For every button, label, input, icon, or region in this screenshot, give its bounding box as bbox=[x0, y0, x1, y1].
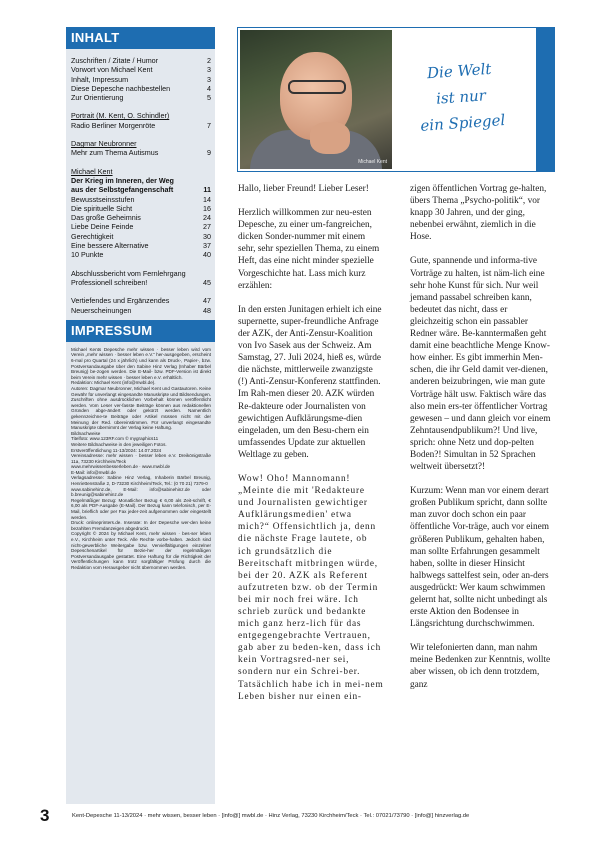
handwritten-quote bbox=[405, 54, 516, 139]
toc-item-page bbox=[201, 176, 211, 185]
impressum-line: Redaktion: Michael Kent (info@mwbl.de). bbox=[71, 380, 156, 386]
article-paragraph: Kurzum: Wenn man vor einem derart großen Publikum spricht, dann sollte man zuvor doch schon ein paar öffentliche Vor-träge, auch vor einem größeren Publikum, gehalten haben, man sollte Erfahrungen gesammelt haben, sollte in dieser Hinsicht halbwegs sattelfest sein, oder an-ders ausgedrückt: Wer kaum schwimmen gelernt hat, sollte nicht unbedingt als erste Aktion den Bodensee in Längsrichtung durchschwimmen. bbox=[410, 486, 549, 630]
toc-item-label: Neuerscheinungen bbox=[71, 305, 132, 315]
toc-item bbox=[71, 241, 211, 250]
toc-author: Portrait (M. Kent, O. Schindler) bbox=[71, 111, 170, 121]
impressum-line: E-Mail: info@mwbl.de bbox=[71, 469, 116, 475]
toc-item-label: Zur Orientierung bbox=[71, 93, 124, 103]
toc-item-label: Vertiefendes und Ergänzendes bbox=[71, 296, 170, 306]
quote-line: ein Spiegel bbox=[419, 110, 506, 135]
toc-item-label: aus der Selbstgefangenschaft bbox=[71, 185, 174, 195]
toc-item-page: 3 bbox=[207, 74, 211, 84]
quote-line: ist nur bbox=[435, 86, 487, 108]
toc-item bbox=[71, 121, 211, 130]
toc-author: Dagmar Neubronner bbox=[71, 139, 137, 149]
toc-item-label: Bewusstseinsstufen bbox=[71, 194, 135, 204]
section-title: Michael Kent, Vorwort bbox=[537, 194, 549, 306]
toc-item-page: 11 bbox=[203, 185, 211, 195]
toc-item-page: 4 bbox=[207, 83, 211, 93]
toc-author: Michael Kent bbox=[71, 166, 113, 176]
impressum-line: Titelfoto: www.123RF.com © mygraphics11 bbox=[71, 436, 159, 442]
impressum-line: www.sabinehinz.de, E-Mail: info@sabinehinz.de oder b.breunig@sabinehinz.de bbox=[71, 486, 211, 498]
author-photo bbox=[240, 30, 392, 169]
toc-item-page: 16 bbox=[203, 203, 211, 213]
toc-item-label: Gerechtigkeit bbox=[71, 231, 114, 241]
impressum-text bbox=[66, 342, 215, 571]
section-title-bar bbox=[536, 28, 554, 306]
toc-item bbox=[71, 232, 211, 241]
toc-item-label: Eine bessere Alternative bbox=[71, 241, 149, 251]
toc-item bbox=[71, 65, 211, 74]
toc-item-page: 14 bbox=[203, 194, 211, 204]
toc-item-page: 47 bbox=[203, 296, 211, 306]
toc-item-label: Zuschriften / Zitate / Humor bbox=[71, 56, 159, 65]
impressum-line: Copyright © 2024 by Michael Kent, mehr wissen · bes-ser leben e.V., Kirchheim unter Teck. Alle Rechte vorbe-halten. Jedoch sind nicht-gewerbliche Weitergabe bzw. Vervielfältigungen einzelner Depeschenartikel für Bezie-her der regelmäßigen Postversandausgabe gestattet. Eine Haftung für die Richtigkeit der Veröffentlichungen kann trotz sorgfältiger Prüfung durch die Redaktion vom Herausgeber nicht übernommen werden. bbox=[71, 531, 211, 570]
impressum-line: Regelmäßiger Bezug: Monatlicher Bezug € 6,00 als Zeit-schrift, € 6,00 als PDF-Ausgabe (E-Mail). Der Bezug kann telefonisch, per E-Mail, brieflich oder per Fax jeder-zeit aufgenommen oder eingestellt werden. bbox=[71, 497, 211, 520]
article-paragraph: Wir telefonierten dann, man nahm meine Bedenken zur Kenntnis, wollte aber wissen, ob ich denn trotzdem, ganz bbox=[410, 643, 551, 690]
toc-item bbox=[71, 185, 211, 194]
toc-item-label: 10 Punkte bbox=[71, 250, 104, 260]
toc-item-page: 40 bbox=[203, 250, 211, 260]
toc-item-page: 30 bbox=[203, 231, 211, 241]
toc-item bbox=[71, 56, 211, 65]
toc-item bbox=[71, 148, 211, 157]
toc-item bbox=[71, 93, 211, 102]
toc-item bbox=[71, 213, 211, 222]
toc-item bbox=[71, 296, 211, 305]
toc-item-label: Der Krieg im Inneren, der Weg bbox=[71, 175, 174, 185]
impressum-line: Druck: onlineprinters.de. Inserate: In der Depesche wer-den keine bezahlten Fremdanzeigen abgedruckt. bbox=[71, 520, 211, 531]
toc-item-page: 5 bbox=[207, 93, 211, 103]
page-number: 3 bbox=[40, 806, 50, 825]
toc-item bbox=[71, 195, 211, 204]
page-footer bbox=[40, 806, 560, 826]
toc-item-page: 24 bbox=[203, 213, 211, 223]
toc-item-page: 7 bbox=[207, 120, 211, 130]
toc-item-page: 2 bbox=[207, 56, 211, 65]
photo-caption: Michael Kent bbox=[358, 159, 387, 165]
sidebar bbox=[66, 27, 215, 804]
toc-item-page: 27 bbox=[203, 222, 211, 232]
article-paragraph: zigen öffentlichen Vortrag ge-halten, übers Thema „Psycho-politik“, vor knapp 30 Jahren, und der ging, nebenbei erwähnt, ziemlich in die Hose. bbox=[410, 184, 547, 243]
toc-title: INHALT bbox=[66, 27, 215, 49]
toc-item bbox=[71, 269, 211, 278]
toc-item-label: Abschlussbericht vom Fernlehrgang bbox=[71, 268, 186, 278]
toc-item-label: Die spirituelle Sicht bbox=[71, 203, 133, 213]
article-paragraph: Herzlich willkommen zur neu-esten Depesche, zu einer um-fangreichen, dicken Sonder-nummer mit einem sehr, sehr speziellen Thema, zu einem Heft, das eine nicht minder spezielle Vorgeschichte hat. Lass mich kurz erzählen: bbox=[238, 208, 380, 291]
table-of-contents bbox=[66, 49, 215, 315]
article-paragraph: Wow! Oho! Mannomann! „Meinte die mit 'Redakteure und Journalisten gewichtiger Aufklärungsmedien' etwa mich?“ Offensichtlich ja, denn die nächste Frage lautete, ob ich grundsätzlich die Bereitschaft mitbringen würde, bei der 20. AZK als Referent aufzutreten bzw. ob der Termin bei mir noch frei wäre. Ich schrieb zurück und bedankte mich ganz herz-lich für das entgegengebrachte Vertrauen, gab aber zu beden-ken, dass ich kein Vortragsred-ner sei, sondern nur ein Schrei-ber. Tatsächlich habe ich in mei-nem Leben bisher nur einen ein- bbox=[238, 473, 384, 702]
impressum-title: IMPRESSUM bbox=[66, 320, 215, 342]
toc-item bbox=[71, 176, 211, 185]
article-column-2 bbox=[410, 183, 553, 703]
toc-item bbox=[71, 250, 211, 259]
toc-item-page: 48 bbox=[203, 305, 211, 315]
impressum-line: Vereinsadresse: mehr wissen · besser leben e.V. Dreikönigstraße 11a, 73230 Kirchheim/Teck bbox=[71, 453, 211, 464]
impressum-line: Michael Kents Depesche mehr wissen · besser leben wird vom Verein „mehr wissen · besser leben e.V.“ her-ausgegeben, erscheint 6-mal pro Quartal (24 x jährlich) und kann als Druck-, Papier-, bzw. Postversandausgabe über den Sabine Hinz Verlag (Inhaber Bärbel Breunig) be-zogen werden. Die E-Mail- bzw. PDF-Version ist direkt beim Verein mehr wissen · besser leben e.V. erhältlich. bbox=[71, 346, 211, 380]
impressum-line: Erstveröffentlichung 11-13/2024: 14.07.2024 bbox=[71, 447, 162, 453]
toc-item-label: Mehr zum Thema Autismus bbox=[71, 148, 159, 158]
quote-line: Die Welt bbox=[426, 59, 492, 83]
article-paragraph: Hallo, lieber Freund! Lieber Leser! bbox=[238, 184, 369, 194]
toc-item-label: Radio Berliner Morgenröte bbox=[71, 120, 156, 130]
toc-item-label: Vorwort von Michael Kent bbox=[71, 65, 153, 75]
toc-item-label: Diese Depesche nachbestellen bbox=[71, 83, 171, 93]
toc-item-page: 9 bbox=[207, 148, 211, 158]
toc-item bbox=[71, 75, 211, 84]
footer-text: Kent-Depesche 11-13/2024 · mehr wissen, besser leben · [info@] mwbl.de · Hinz Verlag, 73230 Kirchheim/Teck · Tel.: 07021/73790 · [info@] hinzverlag.de bbox=[72, 813, 470, 819]
toc-item-page bbox=[201, 269, 211, 278]
toc-item bbox=[71, 84, 211, 93]
toc-item-label: Professionell schreiben! bbox=[71, 277, 148, 287]
toc-item-label: Liebe Deine Feinde bbox=[71, 222, 134, 232]
impressum-line: Weitere Bildnachweise in den jeweiligen Fotos. bbox=[71, 441, 167, 447]
toc-item bbox=[71, 278, 211, 287]
toc-item bbox=[71, 222, 211, 231]
article-paragraph: In den ersten Junitagen erhielt ich eine supernette, super-freundliche Anfrage der AZK, der Anti-Zensur-Koalition von Ivo Sasek aus der Schweiz. Am Samstag, 27. Juli 2024, hieß es, würde die nächste, mittlerweile zwanzigste (!) Anti-Zensur-Konferenz stattfinden. Im Rah-men dieser 20. AZK würden Re-dakteure oder Journalisten von gewichtigen Aufklärungsme-dien eingeladen, um den Besu-chern ein umfassendes Update zur aktuellen Weltlage zu geben. bbox=[238, 304, 382, 460]
article-paragraph: Gute, spannende und informa-tive Vorträge zu halten, ist näm-lich eine sehr hohe Kunst für sich. Nur weil jemand passabel schreiben kann, bedeutet das nicht, dass er gleichzeitig schon ein passabler Redner wäre. Be-kanntermaßen geht damit eine beachtliche Menge Know-how einher. Es gibt immerhin Men-schen, die ihr Geld damit ver-dienen, anderen beizubringen, wie man gute Vorträge hält usw. Faktisch wäre das also mein ers-ter öffentlicher Vortrag gewesen – und dann gleich vor einem Zehntausendpublikum?! Und live, sprich: ohne Netz und dop-pelten Boden?! Simultan in 52 Sprachen weltweit übersetzt?! bbox=[410, 256, 551, 473]
toc-item-label: Inhalt, Impressum bbox=[71, 74, 129, 84]
toc-item-page: 45 bbox=[203, 277, 211, 287]
toc-item-label: Das große Geheimnis bbox=[71, 213, 141, 223]
impressum-line: Bildnachweise bbox=[71, 430, 101, 436]
article-column-1 bbox=[238, 183, 384, 715]
toc-item bbox=[71, 306, 211, 315]
toc-item bbox=[71, 204, 211, 213]
impressum-line: Verlagsadresse: Sabine Hinz Verlag, Inhaberin Bärbel Breunig, Henriettenstraße 2, D-73230 Kirchheim/Teck, Tel.: (0 70 21) 7379-0 bbox=[71, 475, 211, 487]
toc-item-page: 37 bbox=[203, 241, 211, 251]
impressum-line: Autoren: Dagmar Neubronner, Michael Kent und Gastautoren. Keine Gewähr für unverlangt eingesandte Manuskripte und Bildsendungen. Zuschriften ohne ausdrücklichen Vorbehalt können veröffentlicht werden. Vom Leser ver-fasste Beiträge können aus redaktionellen Gründen abge-ändert oder gekürzt werden. Namentlich gekennzeichne-te Beiträge oder Artikel müssen nicht mit der Meinung der Red. übereinstimmen. Für unverlangt eingesandte Manuskripte übernimmt der Verlag keine Haftung. bbox=[71, 385, 211, 431]
toc-item-page: 3 bbox=[207, 65, 211, 75]
impressum-line: www.mehrwissenbesserleben.de · www.mwbl.de bbox=[71, 464, 171, 470]
